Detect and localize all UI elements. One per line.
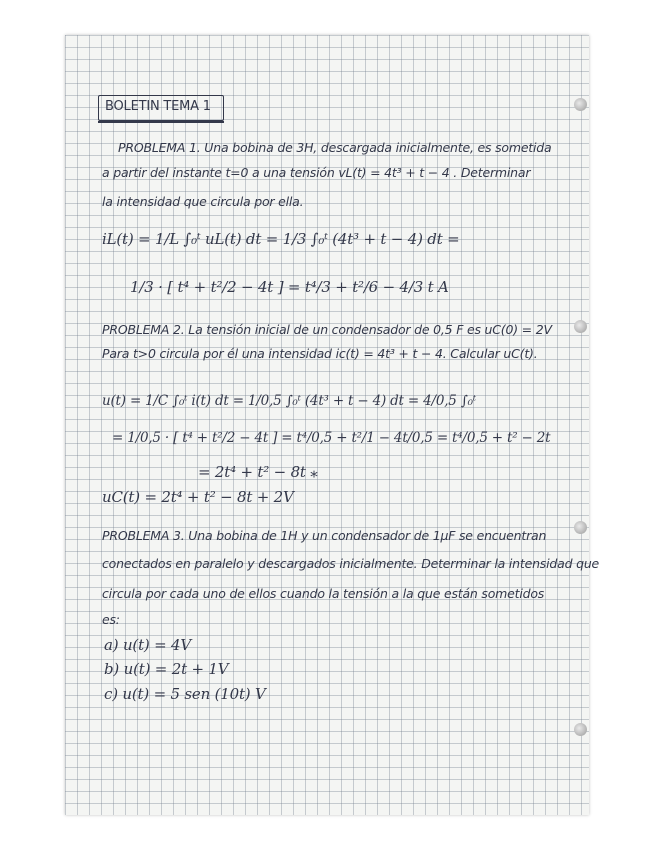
binder-hole [574,723,587,736]
binder-hole [574,521,587,534]
problem1-equation1: iL(t) = 1/L ∫₀ᵗ uL(t) dt = 1/3 ∫₀ᵗ (4t³ + t − 4) dt = [102,230,460,248]
problem3-line2: conectados en paralelo y descargados inicialmente. Determinar la intensidad que [102,556,600,571]
problem3-line1: PROBLEMA 3. Una bobina de 1H y un condensador de 1μF se encuentran [102,528,547,543]
binder-hole [574,320,587,333]
problem2-line2: Para t>0 circula por él una intensidad ic(t) = 4t³ + t − 4. Calcular uC(t). [102,346,538,361]
problem3-item-b: b) u(t) = 2t + 1V [104,660,229,678]
problem3-line4: es: [102,612,120,627]
problem2-line1: PROBLEMA 2. La tensión inicial de un condensador de 0,5 F es uC(0) = 2V [102,322,552,337]
problem2-equation4: uC(t) = 2t⁴ + t² − 8t + 2V [102,488,294,506]
problem1-line1: PROBLEMA 1. Una bobina de 3H, descargada inicialmente, es sometida [118,140,552,155]
problem3-item-c: c) u(t) = 5 sen (10t) V [104,685,266,703]
problem2-equation1: u(t) = 1/C ∫₀ᵗ i(t) dt = 1/0,5 ∫₀ᵗ (4t³ + t − 4) dt = 4/0,5 ∫₀ᵗ [102,393,476,409]
problem1-line3: la intensidad que circula por ella. [102,194,304,209]
problem2-equation2: = 1/0,5 · [ t⁴ + t²/2 − 4t ] = t⁴/0,5 + t²/1 − 4t/0,5 = t⁴/0,5 + t² − 2t [112,430,551,446]
problem3-item-a: a) u(t) = 4V [104,636,192,654]
problem2-equation3: = 2t⁴ + t² − 8t ⁎ [198,463,318,481]
title-box [98,95,224,121]
problem1-equation2: 1/3 · [ t⁴ + t²/2 − 4t ] = t⁴/3 + t²/6 − 4/3 t A [130,278,449,296]
binder-hole [574,98,587,111]
page-title: BOLETIN TEMA 1 [105,99,211,114]
problem1-line2: a partir del instante t=0 a una tensión vL(t) = 4t³ + t − 4 . Determinar [102,165,531,180]
title-underline [98,121,224,123]
problem3-line3: circula por cada uno de ellos cuando la tensión a la que están sometidos [102,586,545,601]
